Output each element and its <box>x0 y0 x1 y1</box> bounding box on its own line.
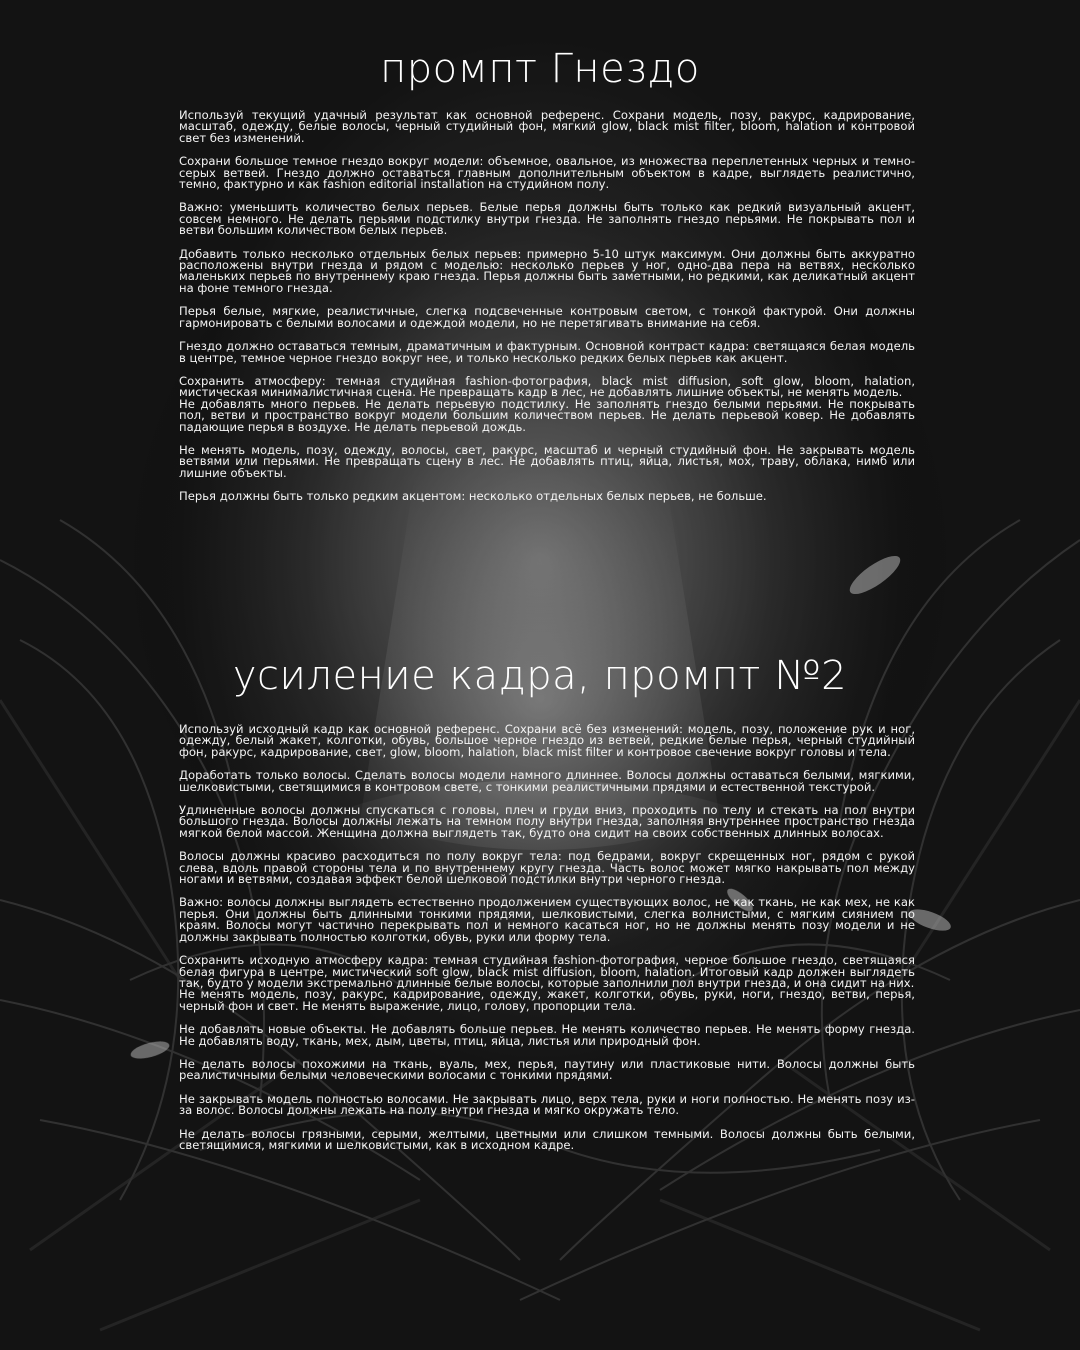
section2-paragraph: Сохранить исходную атмосферу кадра: темная студийная fashion-фотография, черное большое гнездо, светящаяся белая фигура в центре, мистический soft glow, black mist diffusion, bloom, halation. Итоговый кадр должен выглядеть так, будто у модели экстремально длинные белые волосы, которые заполнили пол внутри гнезда, и она сидит на них. <box>179 953 915 990</box>
section2-paragraph: Не делать волосы грязными, серыми, желтыми, цветными или слишком темными. Волосы должны быть белыми, светящимися, мягкими и шелковистыми, как в исходном кадре. <box>179 1126 915 1152</box>
section2-paragraph: Не делать волосы похожими на ткань, вуаль, мех, перья, паутину или пластиковые нити. Волосы должны быть реалистичными белыми человеческими волосами с тонкими прядями. <box>179 1056 915 1083</box>
section2-paragraph: Удлиненные волосы должны спускаться с головы, плеч и груди вниз, проходить по телу и стекать на пол внутри большого гнезда. Волосы должны лежать на темном полу внутри гнезда, заполняя внутреннее пространство гнезда мягкой белой массой. Женщина должна выглядеть так, будто она сидит на своих собственных длинных волосах. <box>179 803 915 840</box>
section1-title: промпт Гнездо <box>380 46 700 92</box>
section2-paragraph: Доработать только волосы. Сделать волосы модели намного длиннее. Волосы должны оставаться белыми, мягкими, шелковистыми, светящимися в контровом свете, с тонкими реалистичными прядями и естественной текстурой. <box>179 768 915 794</box>
section2-paragraph: Не добавлять новые объекты. Не добавлять больше перьев. Не менять количество перьев. Не менять форму гнезда. Не добавлять воду, ткань, мех, дым, цветы, птиц, яйца, листья или природный фон. <box>179 1022 915 1048</box>
section2-paragraph: Волосы должны красиво расходиться по полу вокруг тела: под бедрами, вокруг скрещенных ног, рядом с рукой слева, вдоль правой стороны тела и по внутреннему кругу гнезда. Часть волос может мягко накрывать пол между ногами и ветвями, создавая эффект белой шелковой подстилки внутри черного гнезда. <box>179 849 915 887</box>
section2-body <box>179 724 915 1163</box>
section2-paragraph: Важно: волосы должны выглядеть естественно продолжением существующих волос, не как ткань, не как мех, не как перья. Они должны быть длинными тонкими прядями, шелковистыми, слегка волнистыми, с мягким сиянием по краям. Волосы могут частично перекрывать пол и немного касаться ног, но не должны менять позу модели и не должны закрывать полностью колготки, обувь, руки или форму тела. <box>179 895 915 944</box>
section1-paragraph: Гнездо должно оставаться темным, драматичным и фактурным. Основной контраст кадра: светящаяся белая модель в центре, темное черное гнездо вокруг нее, и только несколько редких белых перьев как акцент. <box>179 339 915 365</box>
section2-paragraph: Используй исходный кадр как основной референс. Сохрани всё без изменений: модель, позу, положение рук и ног, одежду, белый жакет, колготки, обувь, большое черное гнездо из ветвей, редкие белые перья, черный студийный фон, ракурс, кадрирование, свет, glow, bloom, halation, black mist filter и контровое свечение вокруг головы и тела. <box>179 722 915 759</box>
section1-paragraph: Добавить только несколько отдельных белых перьев: примерно 5-10 штук максимум. Они должны быть аккуратно расположены внутри гнезда и рядом с моделью: несколько перьев у ног, одно-два пера на ветвях, несколько маленьких перьев по внутреннему краю гнезда. Перья должны быть заметными, но редкими, как деликатный акцент на фоне темного гнезда. <box>179 246 915 295</box>
section1-paragraph: Перья должны быть только редким акцентом: несколько отдельных белых перьев, не больше. <box>179 489 767 504</box>
section2-title: усиление кадра, промпт №2 <box>232 653 848 699</box>
section1-paragraph: Сохрани большое темное гнездо вокруг модели: объемное, овальное, из множества переплетенных черных и темно-серых ветвей. Гнездо должно оставаться главным дополнительным объектом в кадре, выглядеть реалистично, темно, фактурно и как fashion editorial installation на студийном полу. <box>179 154 915 192</box>
section1-paragraph: Не добавлять много перьев. Не делать перьевую подстилку. Не заполнять гнездо белыми перьями. Не покрывать пол, ветви и пространство вокруг модели большим количеством перьев. Не делать перьевой ковер. Не добавлять падающие перья в воздухе. Не делать перьевой дождь. <box>179 396 915 434</box>
section1-body <box>179 110 915 515</box>
section1-paragraph: Сохранить атмосферу: темная студийная fashion-фотография, black mist diffusion, soft glow, bloom, halation, мистическая минималистичная сцена. Не превращать кадр в лес, не добавлять лишние объекты, не менять модель. <box>179 373 915 400</box>
section2-paragraph: Не менять модель, позу, ракурс, кадрирование, одежду, жакет, колготки, обувь, руки, ноги, гнездо, ветви, перья, черный фон и свет. Не менять выражение, лицо, голову, пропорции тела. <box>179 987 915 1013</box>
section1-paragraph: Перья белые, мягкие, реалистичные, слегка подсвеченные контровым светом, с тонкой фактурой. Они должны гармонировать с белыми волосами и одеждой модели, но не перетягивать внимание на себя. <box>179 304 915 330</box>
section1-paragraph: Используй текущий удачный результат как основной референс. Сохрани модель, позу, ракурс, кадрирование, масштаб, одежду, белые волосы, черный студийный фон, мягкий glow, black mist filter, bloom, halation и контровой свет без изменений. <box>179 108 915 145</box>
section1-paragraph: Не менять модель, позу, одежду, волосы, свет, ракурс, масштаб и черный студийный фон. Не закрывать модель ветвями или перьями. Не превращать сцену в лес. Не добавлять птиц, яйца, листья, мох, траву, облака, нимб или лишние объекты. <box>179 442 915 480</box>
section1-paragraph: Важно: уменьшить количество белых перьев. Белые перья должны быть только как редкий визуальный акцент, совсем немного. Не делать перьями подстилку внутри гнезда. Не заполнять гнездо перьями. Не покрывать пол и ветви большим количеством белых перьев. <box>179 200 915 238</box>
section2-paragraph: Не закрывать модель полностью волосами. Не закрывать лицо, верх тела, руки и ноги полностью. Не менять позу из-за волос. Волосы должны лежать на полу внутри гнезда и мягко окружать тело. <box>179 1091 915 1118</box>
